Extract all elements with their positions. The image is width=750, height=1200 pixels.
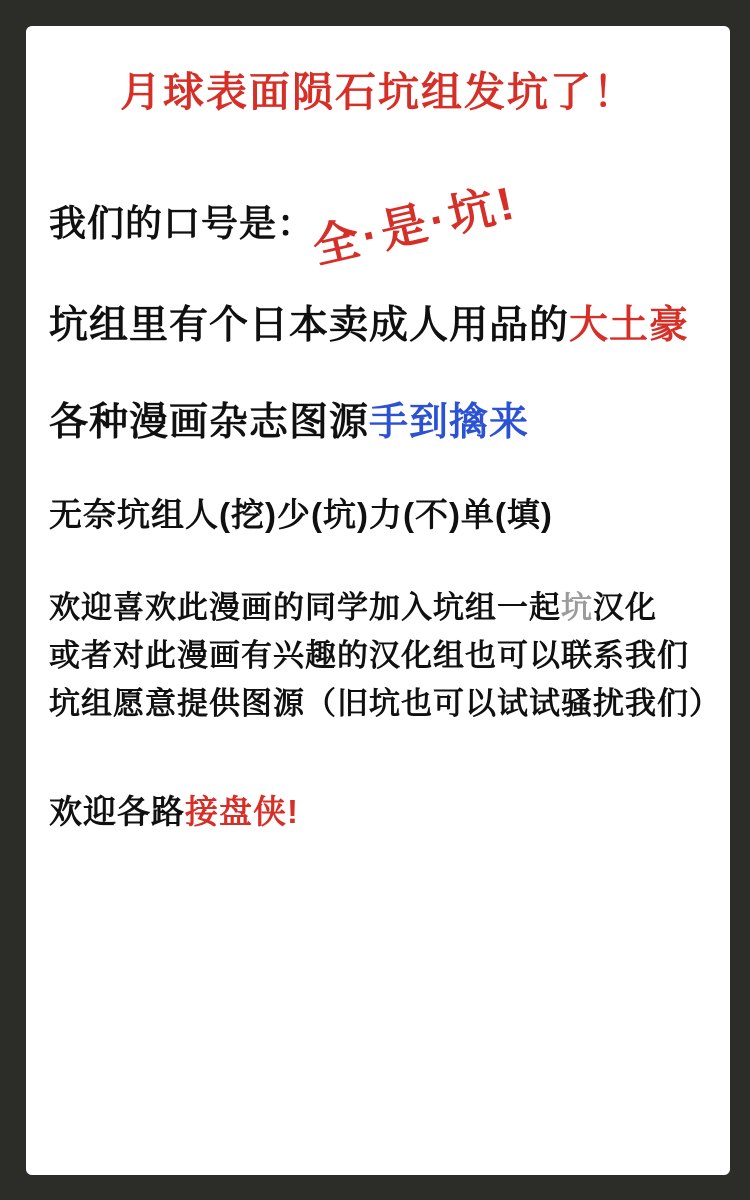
rich-line-sources-blue: 手到擒来 — [369, 401, 530, 444]
slogan-text: 全·是·坑! — [307, 175, 523, 274]
rich-line-sources — [49, 391, 529, 447]
recruit-line1-pre: 欢迎喜欢此漫画的同学加入坑组一起 — [49, 590, 561, 625]
rich-line-sponsor-black: 坑组里有个日本卖成人用品的 — [49, 304, 570, 347]
rich-line-sponsor — [49, 294, 689, 350]
page-title: 月球表面陨石坑组发坑了！ — [120, 69, 636, 115]
closing-red: 接盘侠! — [185, 793, 299, 830]
rich-line-sponsor-red: 大土豪 — [569, 304, 690, 347]
recruit-paragraph-line2: 或者对此漫画有兴趣的汉化组也可以联系我们 — [49, 638, 689, 673]
slogan-label: 我们的口号是： — [49, 203, 315, 244]
recruit-line1-post: 汉化 — [593, 590, 657, 625]
recruit-paragraph-line3: 坑组愿意提供图源（旧坑也可以试试骚扰我们） — [49, 686, 721, 721]
closing-black: 欢迎各路 — [49, 793, 185, 830]
recruit-line1-gray: 坑 — [561, 590, 593, 625]
notice-card — [26, 26, 730, 1175]
rich-line-sources-black: 各种漫画杂志图源 — [49, 401, 370, 444]
parens-line: 无奈坑组人(挖)少(坑)力(不)单(填) — [49, 496, 553, 533]
recruit-paragraph — [49, 584, 721, 728]
recruit-paragraph-line1 — [49, 584, 721, 632]
closing-line — [49, 786, 299, 833]
